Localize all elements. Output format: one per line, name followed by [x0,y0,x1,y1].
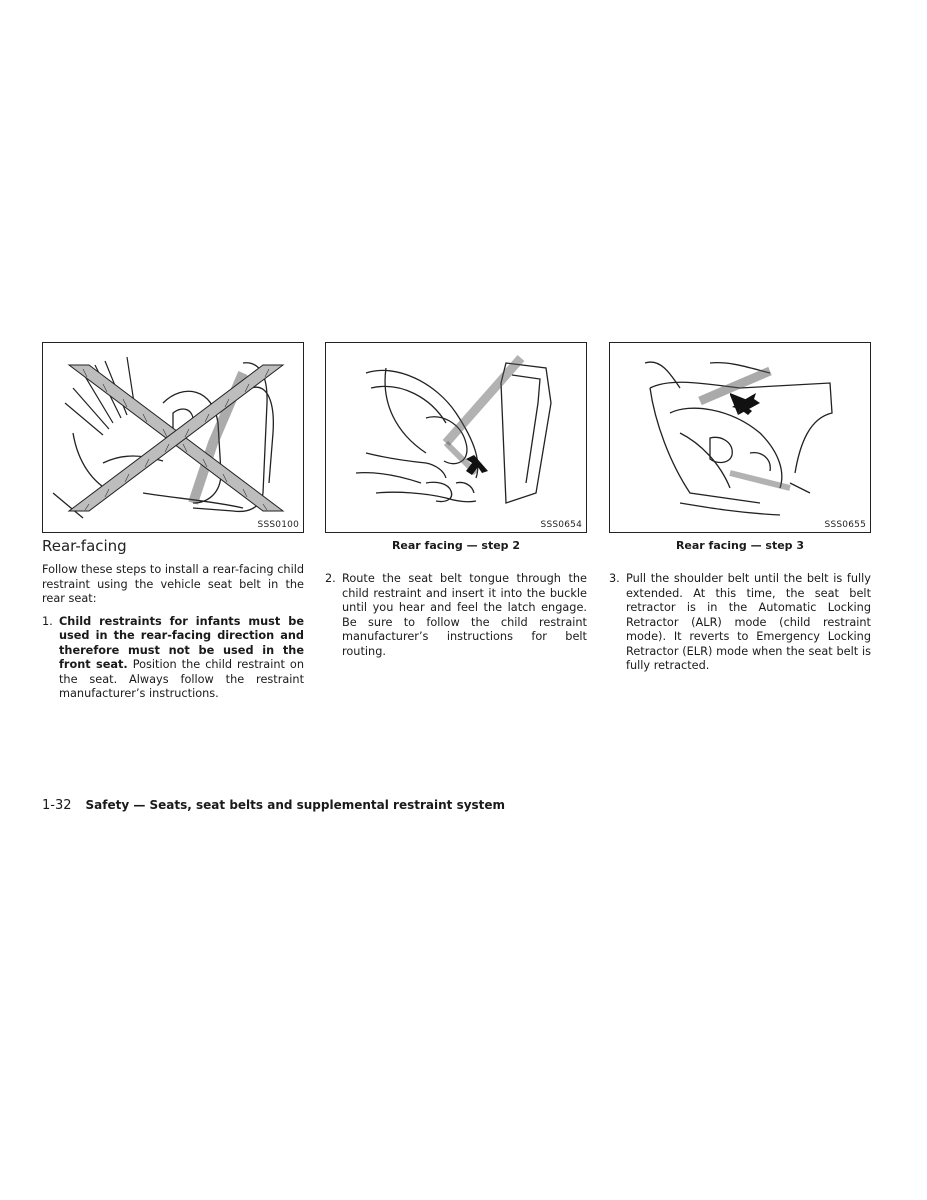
figure-caption: Rear facing — step 3 [675,539,805,552]
step-instruction: Position the child restraint on the seat. Always follow the restraint manufacturer’s instructions. [59,658,304,700]
column-step-2 [325,342,587,659]
step-number: 2. [325,572,336,585]
figure-code: SSS0655 [824,520,866,530]
section-heading: Rear-facing [42,537,127,555]
buckle-insert-illustration [326,343,586,532]
step-number: 1. [42,614,53,628]
step-text: Route the seat belt tongue through the child restraint and insert it into the buckle until you hear and feel the latch engage. Be sure to follow the child restraint manufacturer’s instructions for belt routing. [342,572,587,658]
step-warning-bold: Child restraints for infants must be used in the rear-facing direction and therefore must not be used in the front seat. [59,614,304,671]
intro-paragraph: Follow these steps to install a rear-facing child restraint using the vehicle seat belt in the rear seat: [42,563,305,605]
section-title: Safety — Seats, seat belts and supplemental restraint system [85,798,506,812]
figure-code: SSS0100 [257,520,299,530]
page-footer [42,798,505,813]
shoulder-belt-pull-illustration [610,343,870,532]
column-step-3 [609,342,871,674]
step-1 [42,615,304,702]
column-rear-facing-intro [42,342,304,702]
step-2 [325,572,587,659]
front-seat-prohibited-illustration [43,343,303,532]
figure-caption: Rear facing — step 2 [391,539,521,552]
figure-code: SSS0654 [540,520,582,530]
step-number: 3. [609,572,620,585]
figure-step-3 [609,342,871,533]
figure-step-2 [325,342,587,533]
step-text [59,615,304,702]
figure-front-seat-warning [42,342,304,533]
page-number: 1-32 [42,798,72,813]
step-3 [609,572,871,674]
step-text: Pull the shoulder belt until the belt is fully extended. At this time, the seat belt retractor is in the Automatic Locking Retractor (ALR) mode (child restraint mode). It reverts to Emergency Locking Retractor (ELR) mode when the seat belt is fully retracted. [626,572,871,672]
